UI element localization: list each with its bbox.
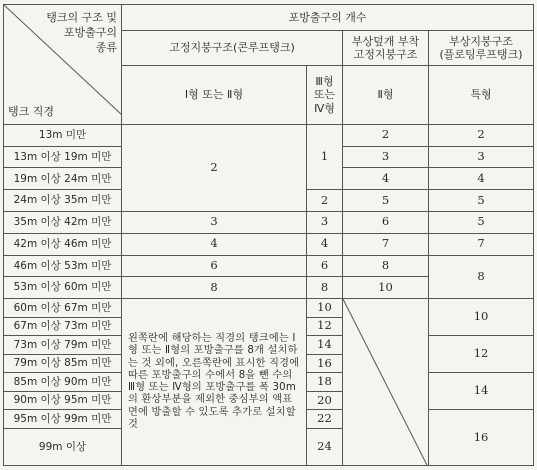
special-value: 8 (429, 255, 534, 299)
special-value: 7 (429, 233, 534, 255)
corner-bottom-label: 탱크 직경 (8, 104, 55, 118)
floating-roof-header: 부상지붕구조 (플로팅루프탱크) (429, 31, 534, 66)
type2-value: 3 (343, 146, 429, 168)
type2-value: 8 (343, 255, 429, 277)
type2-value: 4 (343, 168, 429, 190)
special-value: 3 (429, 146, 534, 168)
diameter-cell: 24m 이상 35m 미만 (4, 190, 122, 212)
type34-value: 12 (307, 317, 343, 336)
type34-value: 10 (307, 299, 343, 318)
foam-outlet-table (3, 4, 534, 466)
corner-header-cell (4, 5, 122, 125)
type34-value: 16 (307, 354, 343, 373)
type2-value: 2 (343, 124, 429, 146)
diameter-cell: 67m 이상 73m 미만 (4, 317, 122, 336)
type12-value: 3 (122, 211, 307, 233)
special-value: 10 (429, 299, 534, 336)
corner-top-label: 탱크의 구조 및 포방출구의 종류 (46, 11, 117, 54)
type12-value: 8 (122, 277, 307, 299)
type34-value: 1 (307, 124, 343, 189)
diameter-cell: 42m 이상 46m 미만 (4, 233, 122, 255)
diameter-cell: 46m 이상 53m 미만 (4, 255, 122, 277)
type34-value: 14 (307, 336, 343, 355)
diameter-cell: 95m 이상 99m 미만 (4, 410, 122, 429)
diagonal-slash-line (343, 299, 429, 465)
type2-value: 10 (343, 277, 429, 299)
type2-header: Ⅱ형 (343, 66, 429, 125)
note-cell: 왼쪽란에 해당하는 직경의 탱크에는 Ⅰ형 또는 Ⅱ형의 포방출구를 8개 설치하는 것 외에, 오른쪽란에 표시한 직경에 따른 포방출구의 수에서 8을 뺀 수의 Ⅲ형 또는 Ⅳ형의 포방출구를 폭 30m의 환상부분을 제외한 중심부의 액표면에 방출할 수 있도록 추가로 설치할 것 (122, 299, 307, 466)
type34-value: 2 (307, 190, 343, 212)
type34-value: 18 (307, 373, 343, 392)
special-value: 5 (429, 211, 534, 233)
diameter-cell: 90m 이상 95m 미만 (4, 391, 122, 410)
special-value: 4 (429, 168, 534, 190)
diameter-cell: 35m 이상 42m 미만 (4, 211, 122, 233)
diameter-cell: 60m 이상 67m 미만 (4, 299, 122, 318)
type34-value: 8 (307, 277, 343, 299)
diameter-cell: 99m 이상 (4, 428, 122, 465)
empty-slashed-cell (343, 299, 429, 466)
special-header: 특형 (429, 66, 534, 125)
type12-value: 2 (122, 124, 307, 211)
floating-cover-header: 부상덮개 부착 고정지붕구조 (343, 31, 429, 66)
special-value: 5 (429, 190, 534, 212)
special-value: 2 (429, 124, 534, 146)
group-header: 포방출구의 개수 (122, 5, 534, 31)
type12-value: 6 (122, 255, 307, 277)
diameter-cell: 13m 이상 19m 미만 (4, 146, 122, 168)
diameter-cell: 73m 이상 79m 미만 (4, 336, 122, 355)
special-value: 14 (429, 373, 534, 410)
type34-value: 22 (307, 410, 343, 429)
type2-value: 6 (343, 211, 429, 233)
type2-value: 7 (343, 233, 429, 255)
type34-value: 3 (307, 211, 343, 233)
diameter-cell: 13m 미만 (4, 124, 122, 146)
diameter-cell: 79m 이상 85m 미만 (4, 354, 122, 373)
special-value: 16 (429, 410, 534, 466)
type34-value: 20 (307, 391, 343, 410)
diameter-cell: 85m 이상 90m 미만 (4, 373, 122, 392)
diameter-cell: 53m 이상 60m 미만 (4, 277, 122, 299)
diameter-cell: 19m 이상 24m 미만 (4, 168, 122, 190)
type12-header: Ⅰ형 또는 Ⅱ형 (122, 66, 307, 125)
type34-value: 24 (307, 428, 343, 465)
type2-value: 5 (343, 190, 429, 212)
type34-value: 4 (307, 233, 343, 255)
type12-value: 4 (122, 233, 307, 255)
type34-value: 6 (307, 255, 343, 277)
fixed-roof-header: 고정지붕구조(콘루프탱크) (122, 31, 343, 66)
special-value: 12 (429, 336, 534, 373)
type34-header: Ⅲ형 또는 Ⅳ형 (307, 66, 343, 125)
